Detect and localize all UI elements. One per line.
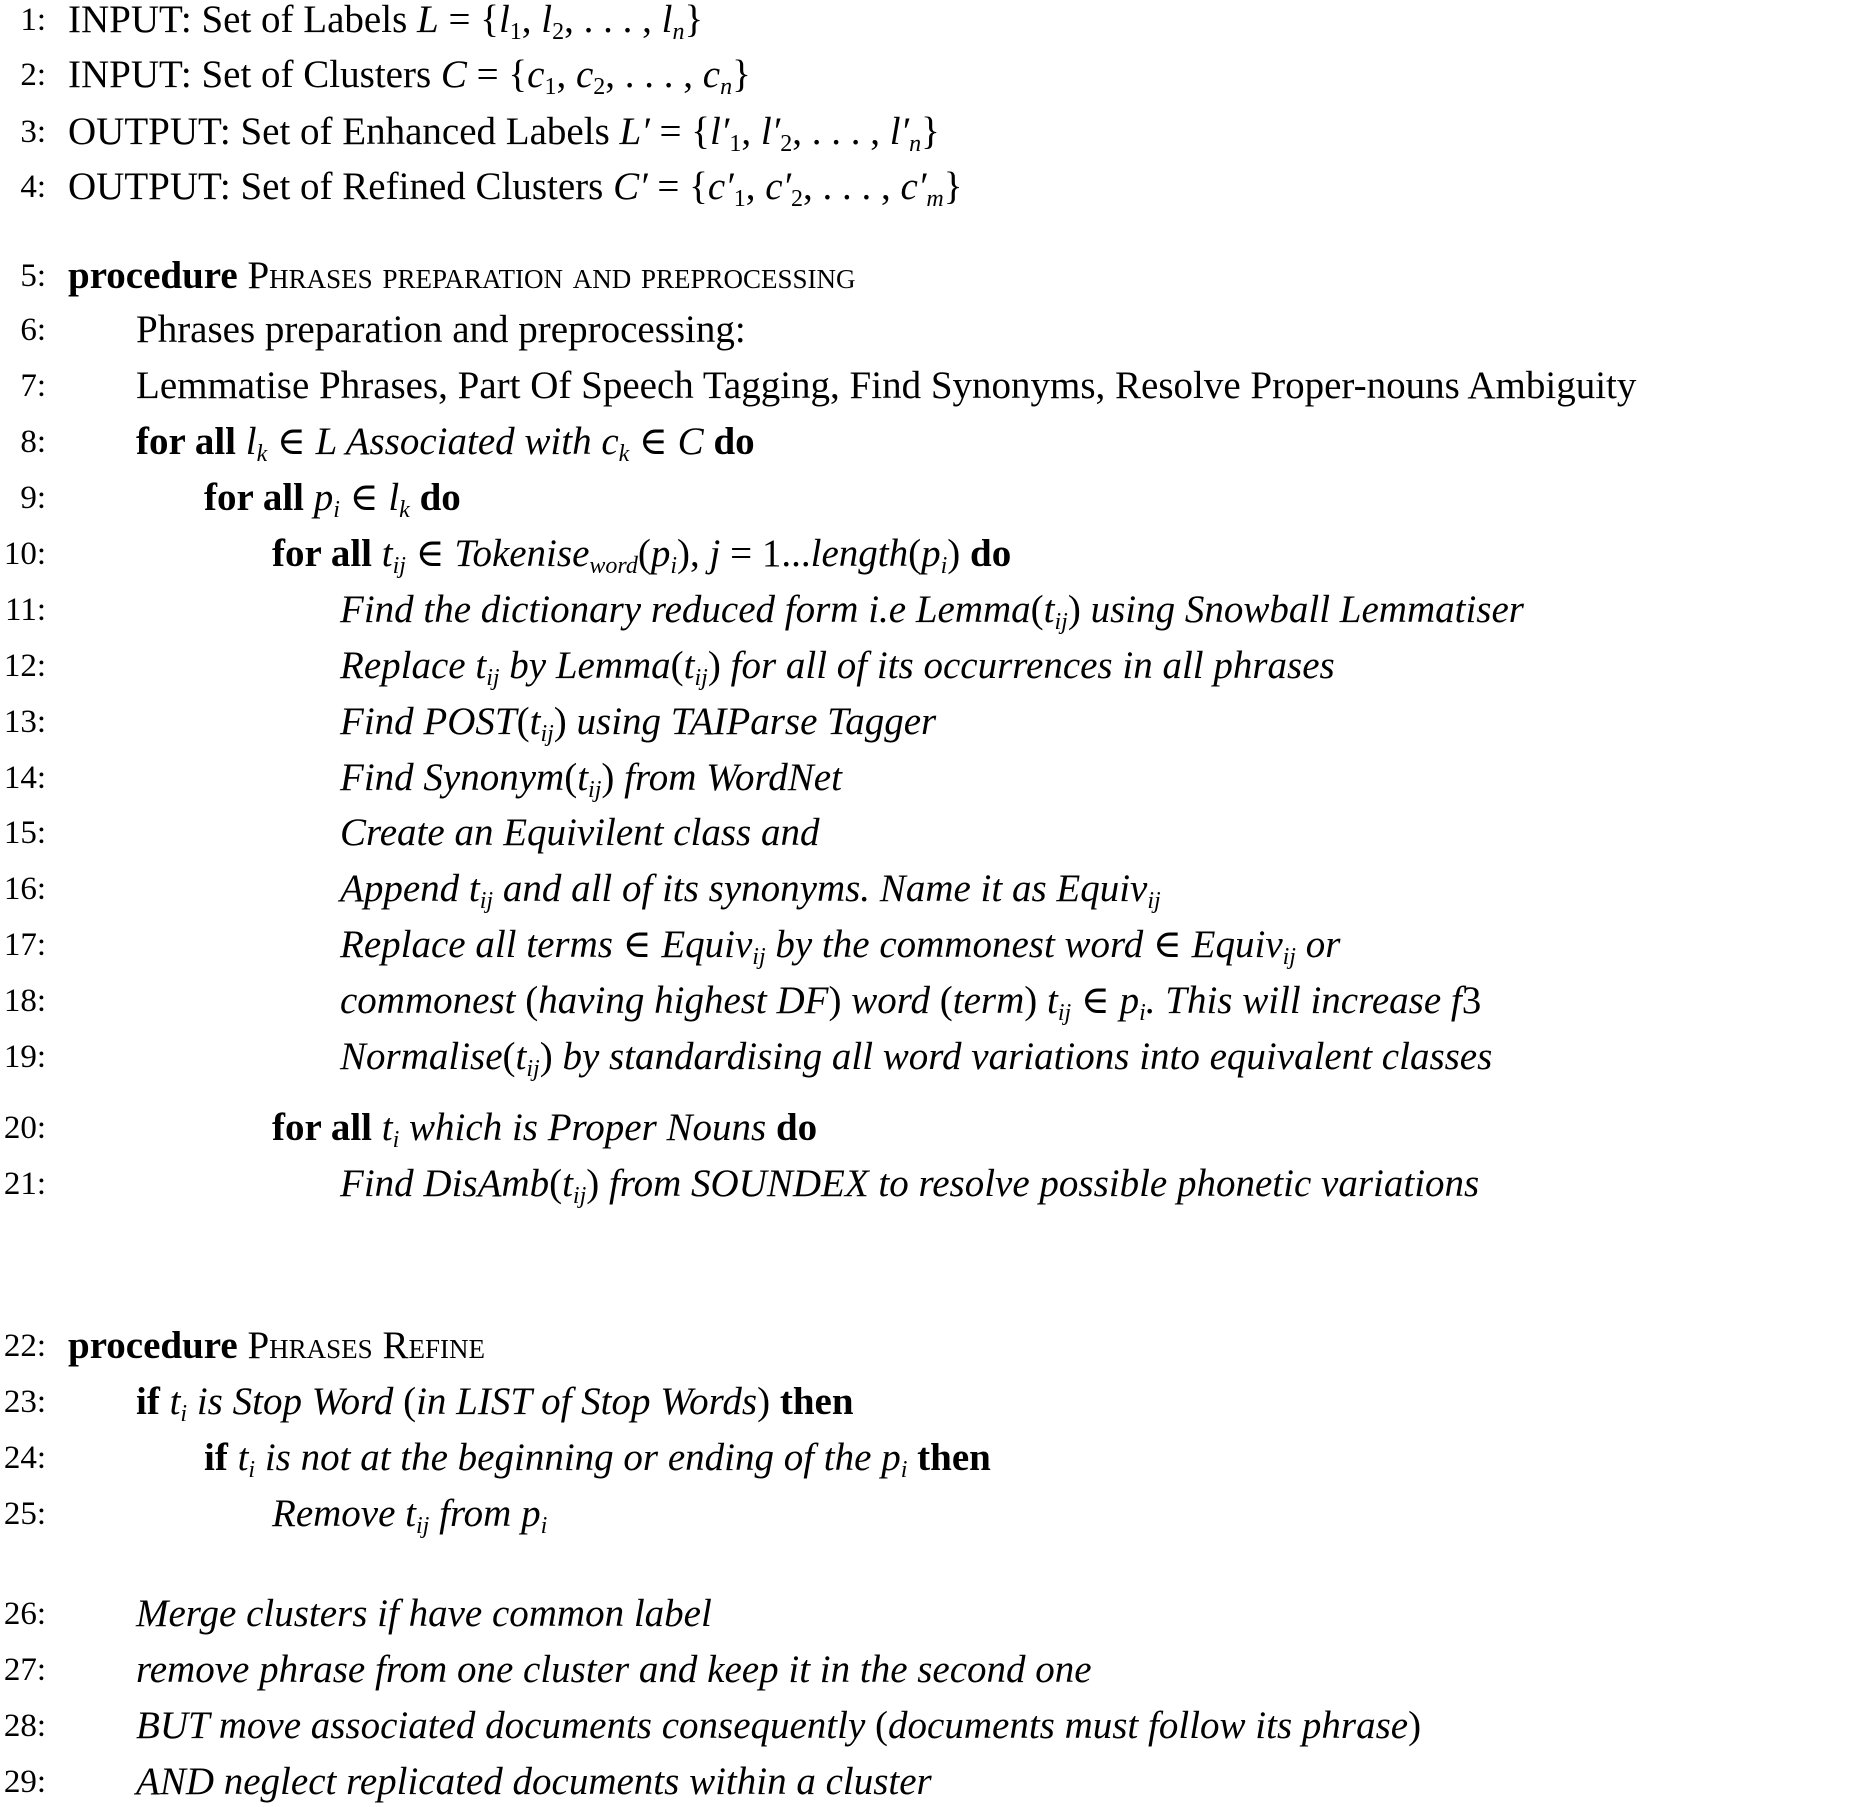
text-segment: l <box>541 0 553 41</box>
text-segment: ∈ <box>622 923 662 966</box>
line-number: 26: <box>3 1596 46 1632</box>
text-segment: ∈ <box>629 420 678 463</box>
text-segment: Append t <box>340 867 480 910</box>
text-segment: i <box>392 1127 400 1153</box>
text-segment: ) <box>707 644 721 687</box>
text-segment: ∈ <box>405 532 455 575</box>
text-segment: , <box>741 110 761 153</box>
text-segment: INPUT: Set of Clusters <box>68 53 441 96</box>
text-segment: 1 <box>544 74 557 100</box>
line-number: 22: <box>3 1328 46 1364</box>
text-segment: ij <box>1147 888 1161 914</box>
text-segment: ij <box>752 944 766 970</box>
text-segment: ij <box>526 1056 540 1082</box>
line-number: 3: <box>20 114 46 150</box>
text-segment: L′ <box>619 110 650 153</box>
text-segment: i <box>180 1401 188 1427</box>
text-segment: for all of its occurrences in all phrases <box>720 644 1335 687</box>
text-segment: ( <box>637 532 651 575</box>
algorithm-line <box>0 0 1872 45</box>
text-segment: ( <box>502 1035 516 1078</box>
line-content <box>68 1321 485 1371</box>
algorithm-line <box>0 50 1872 100</box>
line-number: 18: <box>3 983 46 1019</box>
algorithm-line <box>0 864 1872 914</box>
text-segment: ( <box>564 756 578 799</box>
text-segment: word <box>589 553 638 579</box>
algorithm-line <box>0 1757 1872 1807</box>
text-segment: 2 <box>780 131 793 157</box>
line-content <box>136 361 1636 411</box>
algorithm-line <box>0 1701 1872 1751</box>
text-segment: is not at the beginning or ending of the p <box>255 1436 901 1479</box>
text-segment: p <box>650 532 671 575</box>
text-segment: Find the dictionary reduced form i.e Lemma <box>340 588 1031 631</box>
text-segment: c′ <box>707 165 734 208</box>
text-segment: 2 <box>552 19 565 45</box>
text-segment: ij <box>540 721 554 747</box>
text-segment: ij <box>572 1183 587 1209</box>
line-content <box>340 585 1524 635</box>
algorithm-line <box>0 361 1872 411</box>
text-segment: ) <box>1067 588 1081 631</box>
text-segment: k <box>618 441 630 467</box>
text-segment: documents must follow its phrase <box>888 1704 1409 1747</box>
line-content <box>272 529 1011 579</box>
algorithm-line <box>0 808 1872 858</box>
line-content <box>204 473 461 523</box>
line-content <box>136 417 755 467</box>
line-content <box>136 1645 1092 1695</box>
line-content <box>340 641 1335 691</box>
text-segment: ( <box>403 1380 417 1423</box>
keyword: for all <box>272 532 382 575</box>
text-segment: i <box>333 497 340 523</box>
text-segment: = { <box>438 0 499 41</box>
text-segment: i <box>248 1457 256 1483</box>
text-segment: which is Proper Nouns <box>399 1106 767 1149</box>
line-content <box>340 976 1481 1026</box>
algorithm-line <box>0 1103 1872 1153</box>
text-segment: p <box>921 532 941 575</box>
line-content <box>136 1757 932 1807</box>
line-number: 7: <box>20 368 46 404</box>
text-segment: ) <box>947 532 961 575</box>
text-segment: } <box>921 110 940 153</box>
line-number: 8: <box>20 424 46 460</box>
text-segment: = { <box>466 53 528 96</box>
line-number: 19: <box>3 1039 46 1075</box>
algorithm-line <box>0 753 1872 803</box>
text-segment: = 1... <box>720 532 811 575</box>
text-segment: Find POST <box>340 700 517 743</box>
text-segment: OUTPUT: Set of Refined Clusters <box>68 165 614 208</box>
keyword: for all <box>204 476 314 519</box>
line-number: 6: <box>20 312 46 348</box>
algorithm-line <box>0 417 1872 467</box>
text-segment: t <box>529 700 541 743</box>
algorithm-line <box>0 641 1872 691</box>
text-segment: c <box>527 53 545 96</box>
text-segment: INPUT: Set of Labels <box>68 0 418 41</box>
text-segment: n <box>720 74 733 100</box>
line-number: 12: <box>3 648 46 684</box>
line-number: 29: <box>3 1764 46 1800</box>
text-segment: m <box>926 186 944 212</box>
text-segment: p <box>1119 979 1140 1022</box>
text-segment: from WordNet <box>614 756 842 799</box>
text-segment: t <box>237 1436 249 1479</box>
text-segment: ij <box>416 1513 430 1539</box>
procedure-name: Phrases preparation and preprocessing <box>247 254 856 297</box>
text-segment: l′ <box>709 110 730 153</box>
text-segment: , <box>521 0 542 41</box>
line-content <box>340 1159 1479 1209</box>
text-segment: using Snowball Lemmatiser <box>1080 588 1524 631</box>
text-segment: L Associated with c <box>315 420 619 463</box>
line-number: 17: <box>3 927 46 963</box>
keyword: for all <box>136 420 246 463</box>
line-number: 28: <box>3 1708 46 1744</box>
algorithm-line <box>0 1377 1872 1427</box>
text-segment: ij <box>588 777 602 803</box>
text-segment: . This will increase f <box>1145 979 1462 1022</box>
line-content <box>204 1433 991 1483</box>
text-segment: ) <box>553 700 567 743</box>
algorithm-line <box>0 107 1872 157</box>
text-segment: or <box>1295 923 1341 966</box>
line-number: 21: <box>3 1166 46 1202</box>
text-segment: t <box>683 644 695 687</box>
text-segment: ij <box>694 665 708 691</box>
text-segment: , . . . , <box>792 110 890 153</box>
keyword: for all <box>272 1106 382 1149</box>
keyword: procedure <box>68 1324 248 1367</box>
text-segment: Equiv <box>1191 923 1283 966</box>
keyword: do <box>766 1106 818 1149</box>
text-segment: ( <box>1030 588 1044 631</box>
text-segment: word <box>841 979 940 1022</box>
text-segment: 1 <box>729 131 742 157</box>
text-segment: ) <box>1408 1704 1422 1747</box>
text-segment: ∈ <box>339 476 389 519</box>
line-content <box>340 864 1161 914</box>
text-segment: ij <box>1054 609 1068 635</box>
text-segment: i <box>1139 1000 1146 1026</box>
text-segment: Remove t <box>272 1492 417 1535</box>
text-segment: 3 <box>1461 979 1482 1022</box>
algorithm-line <box>0 976 1872 1026</box>
line-content <box>68 251 856 301</box>
keyword: do <box>960 532 1012 575</box>
text-segment: Create an Equivilent class and <box>340 811 820 854</box>
line-content <box>68 0 703 45</box>
text-segment: OUTPUT: Set of Enhanced Labels <box>68 110 620 153</box>
text-segment: L <box>417 0 439 41</box>
text-segment: } <box>943 165 963 208</box>
text-segment: ( <box>908 532 922 575</box>
procedure-name: Phrases Refine <box>247 1324 485 1367</box>
text-segment: Phrases preparation and preprocessing: <box>136 308 746 351</box>
text-segment: l′ <box>889 110 910 153</box>
text-segment: t <box>381 1106 393 1149</box>
text-segment: ij <box>479 888 494 914</box>
text-segment: ( <box>875 1704 889 1747</box>
text-segment: ∈ <box>1153 923 1192 966</box>
text-segment: ) <box>539 1035 553 1078</box>
algorithm-line <box>0 1433 1872 1483</box>
text-segment: AND neglect replicated documents within a cluster <box>136 1760 932 1803</box>
text-segment: BUT move associated documents consequently <box>136 1704 876 1747</box>
line-number: 23: <box>3 1384 46 1420</box>
algorithm-line <box>0 920 1872 970</box>
text-segment: l <box>245 420 257 463</box>
text-segment: ) <box>757 1380 771 1423</box>
text-segment: j <box>709 532 721 575</box>
text-segment: ) <box>586 1162 600 1205</box>
text-segment: by Lemma <box>499 644 671 687</box>
text-segment: ij <box>392 553 406 579</box>
text-segment: l <box>388 476 400 519</box>
text-segment: Normalise <box>340 1035 503 1078</box>
text-segment: p <box>313 476 334 519</box>
text-segment: c′ <box>900 165 927 208</box>
algorithm-line <box>0 1489 1872 1539</box>
line-number: 25: <box>3 1496 46 1532</box>
text-segment: c′ <box>765 165 792 208</box>
line-content <box>136 305 746 355</box>
text-segment: t <box>169 1380 181 1423</box>
text-segment: 2 <box>593 74 606 100</box>
line-content <box>340 753 842 803</box>
text-segment: t <box>1037 979 1058 1022</box>
text-segment: l′ <box>760 110 781 153</box>
line-content <box>136 1701 1421 1751</box>
text-segment: is Stop Word <box>187 1380 404 1423</box>
text-segment: 1 <box>509 19 522 45</box>
text-segment: ) <box>1024 979 1038 1022</box>
text-segment: , . . . , <box>605 53 703 96</box>
line-content <box>340 808 819 858</box>
text-segment: Tokenise <box>454 532 590 575</box>
line-number: 9: <box>20 480 46 516</box>
algorithm-line <box>0 251 1872 301</box>
text-segment: k <box>399 497 410 523</box>
text-segment: Find Synonym <box>340 756 565 799</box>
text-segment: C <box>677 420 704 463</box>
line-number: 24: <box>3 1440 46 1476</box>
line-number: 15: <box>3 815 46 851</box>
line-content <box>340 1032 1492 1082</box>
line-number: 27: <box>3 1652 46 1688</box>
line-number: 13: <box>3 704 46 740</box>
line-content <box>340 920 1340 970</box>
text-segment: } <box>732 53 751 96</box>
line-content <box>272 1489 547 1539</box>
text-segment: ∈ <box>1071 979 1120 1022</box>
text-segment: i <box>540 1513 548 1539</box>
text-segment: l <box>661 0 673 41</box>
text-segment: i <box>940 553 948 579</box>
line-content <box>68 107 940 157</box>
keyword: do <box>703 420 755 463</box>
line-content <box>68 162 962 212</box>
text-segment: i <box>670 553 678 579</box>
text-segment: l <box>498 0 510 41</box>
line-content <box>136 1589 712 1639</box>
text-segment: Find DisAmb <box>340 1162 550 1205</box>
algorithm-line <box>0 1159 1872 1209</box>
text-segment: ) <box>601 756 615 799</box>
text-segment: = { <box>647 165 708 208</box>
algorithm-line <box>0 1589 1872 1639</box>
text-segment: , <box>556 53 576 96</box>
text-segment: n <box>909 131 922 157</box>
algorithm-line <box>0 585 1872 635</box>
text-segment: ) <box>828 979 842 1022</box>
text-segment: Replace t <box>340 644 487 687</box>
text-segment: k <box>256 441 268 467</box>
algorithm-line <box>0 305 1872 355</box>
algorithm-line <box>0 697 1872 747</box>
line-number: 5: <box>20 258 46 294</box>
text-segment: using TAIParse Tagger <box>566 700 937 743</box>
line-number: 16: <box>3 871 46 907</box>
text-segment: c <box>575 53 594 96</box>
text-segment: t <box>515 1035 527 1078</box>
text-segment: t <box>1043 588 1055 631</box>
line-number: 20: <box>3 1110 46 1146</box>
text-segment: term <box>952 979 1025 1022</box>
text-segment: length <box>810 532 909 575</box>
text-segment: in LIST of Stop Words <box>416 1380 758 1423</box>
keyword: procedure <box>68 254 248 297</box>
text-segment: having highest DF <box>538 979 829 1022</box>
text-segment: ( <box>516 700 530 743</box>
text-segment: Equiv <box>661 923 753 966</box>
line-number: 4: <box>20 169 46 205</box>
text-segment: 1 <box>733 186 746 212</box>
algorithm-line <box>0 1032 1872 1082</box>
text-segment: = { <box>649 110 710 153</box>
text-segment: ij <box>486 665 500 691</box>
line-number: 1: <box>20 2 46 38</box>
text-segment: ij <box>1057 1000 1072 1026</box>
algorithm-line <box>0 529 1872 579</box>
text-segment: from p <box>429 1492 541 1535</box>
algorithm-line <box>0 473 1872 523</box>
text-segment: , <box>745 165 766 208</box>
text-segment: ( <box>939 979 953 1022</box>
text-segment: from SOUNDEX to resolve possible phonetic variations <box>599 1162 1480 1205</box>
text-segment: c <box>702 53 721 96</box>
line-number: 2: <box>20 57 46 93</box>
text-segment: i <box>900 1457 908 1483</box>
line-content <box>340 697 936 747</box>
algorithm-line <box>0 1321 1872 1371</box>
keyword: then <box>907 1436 991 1479</box>
text-segment: t <box>381 532 393 575</box>
text-segment: and all of its synonyms. Name it as Equiv <box>493 867 1148 910</box>
text-segment: commonest <box>340 979 526 1022</box>
text-segment: C′ <box>613 165 648 208</box>
keyword: if <box>204 1436 238 1479</box>
text-segment: by the commonest word <box>765 923 1154 966</box>
line-content <box>136 1377 854 1427</box>
text-segment: ij <box>1282 944 1296 970</box>
text-segment: Replace all terms <box>340 923 623 966</box>
line-number: 14: <box>3 760 46 796</box>
text-segment: 2 <box>791 186 804 212</box>
text-segment: , . . . , <box>564 0 662 41</box>
line-number: 11: <box>5 592 46 628</box>
text-segment: C <box>440 53 467 96</box>
text-segment: ( <box>670 644 684 687</box>
line-content <box>68 50 751 100</box>
text-segment: n <box>672 19 685 45</box>
keyword: if <box>136 1380 170 1423</box>
text-segment: remove phrase from one cluster and keep it in the second one <box>136 1648 1092 1691</box>
text-segment: ), <box>677 532 710 575</box>
text-segment: , . . . , <box>803 165 901 208</box>
text-segment: ( <box>525 979 539 1022</box>
keyword: then <box>770 1380 854 1423</box>
text-segment: ∈ <box>267 420 316 463</box>
text-segment: t <box>562 1162 573 1205</box>
text-segment: } <box>684 0 704 41</box>
line-content <box>272 1103 817 1153</box>
text-segment: t <box>577 756 589 799</box>
line-number: 10: <box>3 536 46 572</box>
text-segment: Merge clusters if have common label <box>136 1592 712 1635</box>
text-segment: by standardising all word variations into equivalent classes <box>552 1035 1493 1078</box>
text-segment: Lemmatise Phrases, Part Of Speech Tagging, Find Synonyms, Resolve Proper-nouns Ambiguity <box>136 364 1637 407</box>
algorithm-line <box>0 162 1872 212</box>
algorithm-line <box>0 1645 1872 1695</box>
keyword: do <box>409 476 461 519</box>
text-segment: ( <box>549 1162 563 1205</box>
